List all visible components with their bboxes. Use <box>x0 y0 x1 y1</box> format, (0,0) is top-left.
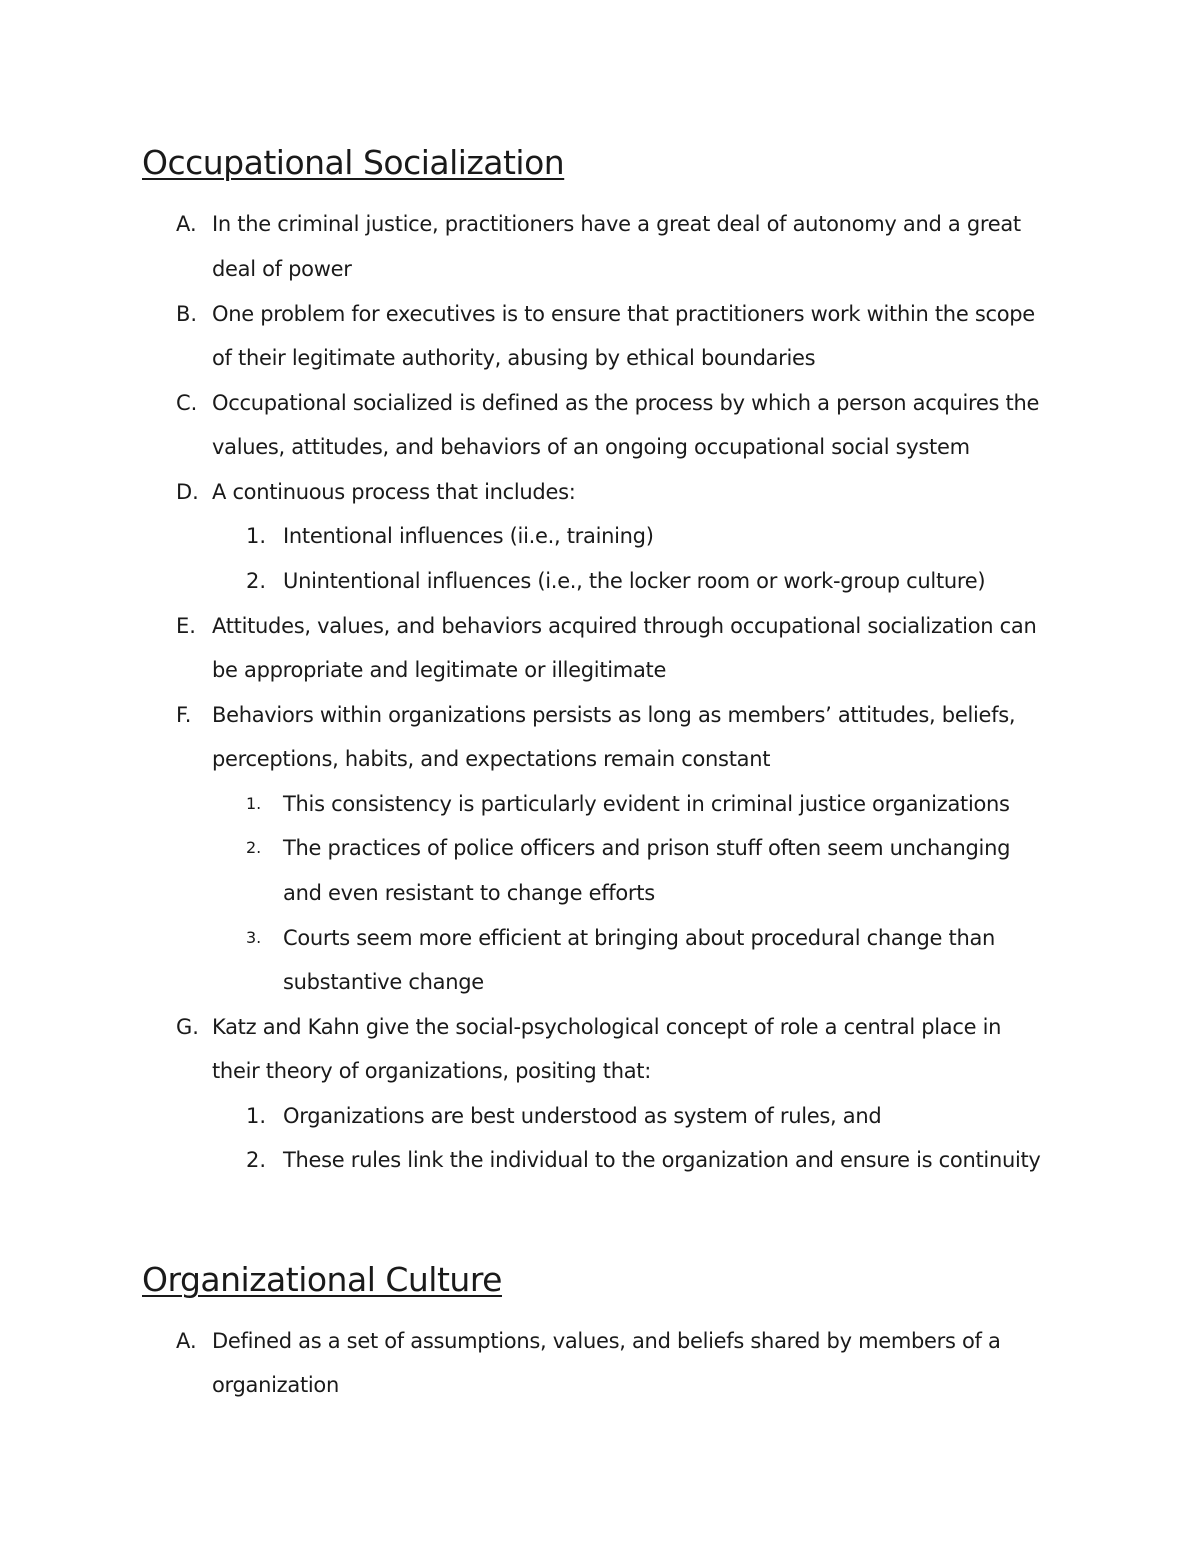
list-item-text: Behaviors within organizations persists as long as members’ attitudes, beliefs, <box>212 703 1016 727</box>
list-marker: E. <box>176 614 196 638</box>
sublist-item-text: and even resistant to change efforts <box>283 881 655 905</box>
list-item-text: Attitudes, values, and behaviors acquired through occupational socialization can <box>212 614 1037 638</box>
sublist-marker: 1. <box>246 524 267 548</box>
sublist-item-text: Organizations are best understood as system of rules, and <box>283 1104 882 1128</box>
list-item-text: In the criminal justice, practitioners have a great deal of autonomy and a great <box>212 212 1021 236</box>
list-item-text: A continuous process that includes: <box>212 480 576 504</box>
list-item-text: of their legitimate authority, abusing by ethical boundaries <box>212 346 816 370</box>
sublist-marker: 1. <box>246 794 262 813</box>
sublist-marker: 2. <box>246 838 262 857</box>
section-title-organizational-culture: Organizational Culture <box>142 1260 502 1299</box>
sublist-marker: 2. <box>246 1148 267 1172</box>
list-item-text: Katz and Kahn give the social-psychological concept of role a central place in <box>212 1015 1002 1039</box>
list-marker: C. <box>176 391 198 415</box>
sublist-item-text: Courts seem more efficient at bringing about procedural change than <box>283 926 996 950</box>
sublist-item-text: These rules link the individual to the organization and ensure is continuity <box>283 1148 1041 1172</box>
list-marker: D. <box>176 480 199 504</box>
list-item-text: organization <box>212 1373 339 1397</box>
sublist-item-text: substantive change <box>283 970 484 994</box>
sublist-item-text: Unintentional influences (i.e., the locker room or work-group culture) <box>283 569 986 593</box>
list-item-text: Occupational socialized is defined as the process by which a person acquires the <box>212 391 1040 415</box>
list-marker: F. <box>176 703 192 727</box>
sublist-item-text: Intentional influences (ii.e., training) <box>283 524 654 548</box>
list-item-text: deal of power <box>212 257 352 281</box>
list-item-text: perceptions, habits, and expectations remain constant <box>212 747 771 771</box>
sublist-marker: 3. <box>246 928 262 947</box>
list-marker: G. <box>176 1015 199 1039</box>
list-marker: A. <box>176 212 197 236</box>
sublist-item-text: This consistency is particularly evident in criminal justice organizations <box>283 792 1010 816</box>
list-marker: B. <box>176 302 198 326</box>
list-item-text: One problem for executives is to ensure that practitioners work within the scope <box>212 302 1035 326</box>
sublist-marker: 2. <box>246 569 267 593</box>
list-item-text: Defined as a set of assumptions, values, and beliefs shared by members of a <box>212 1329 1001 1353</box>
list-item-text: be appropriate and legitimate or illegitimate <box>212 658 667 682</box>
list-item-text: their theory of organizations, positing that: <box>212 1059 651 1083</box>
section-title-occupational-socialization: Occupational Socialization <box>142 143 565 182</box>
sublist-item-text: The practices of police officers and prison stuff often seem unchanging <box>283 836 1011 860</box>
list-item-text: values, attitudes, and behaviors of an ongoing occupational social system <box>212 435 970 459</box>
sublist-marker: 1. <box>246 1104 267 1128</box>
list-marker: A. <box>176 1329 197 1353</box>
